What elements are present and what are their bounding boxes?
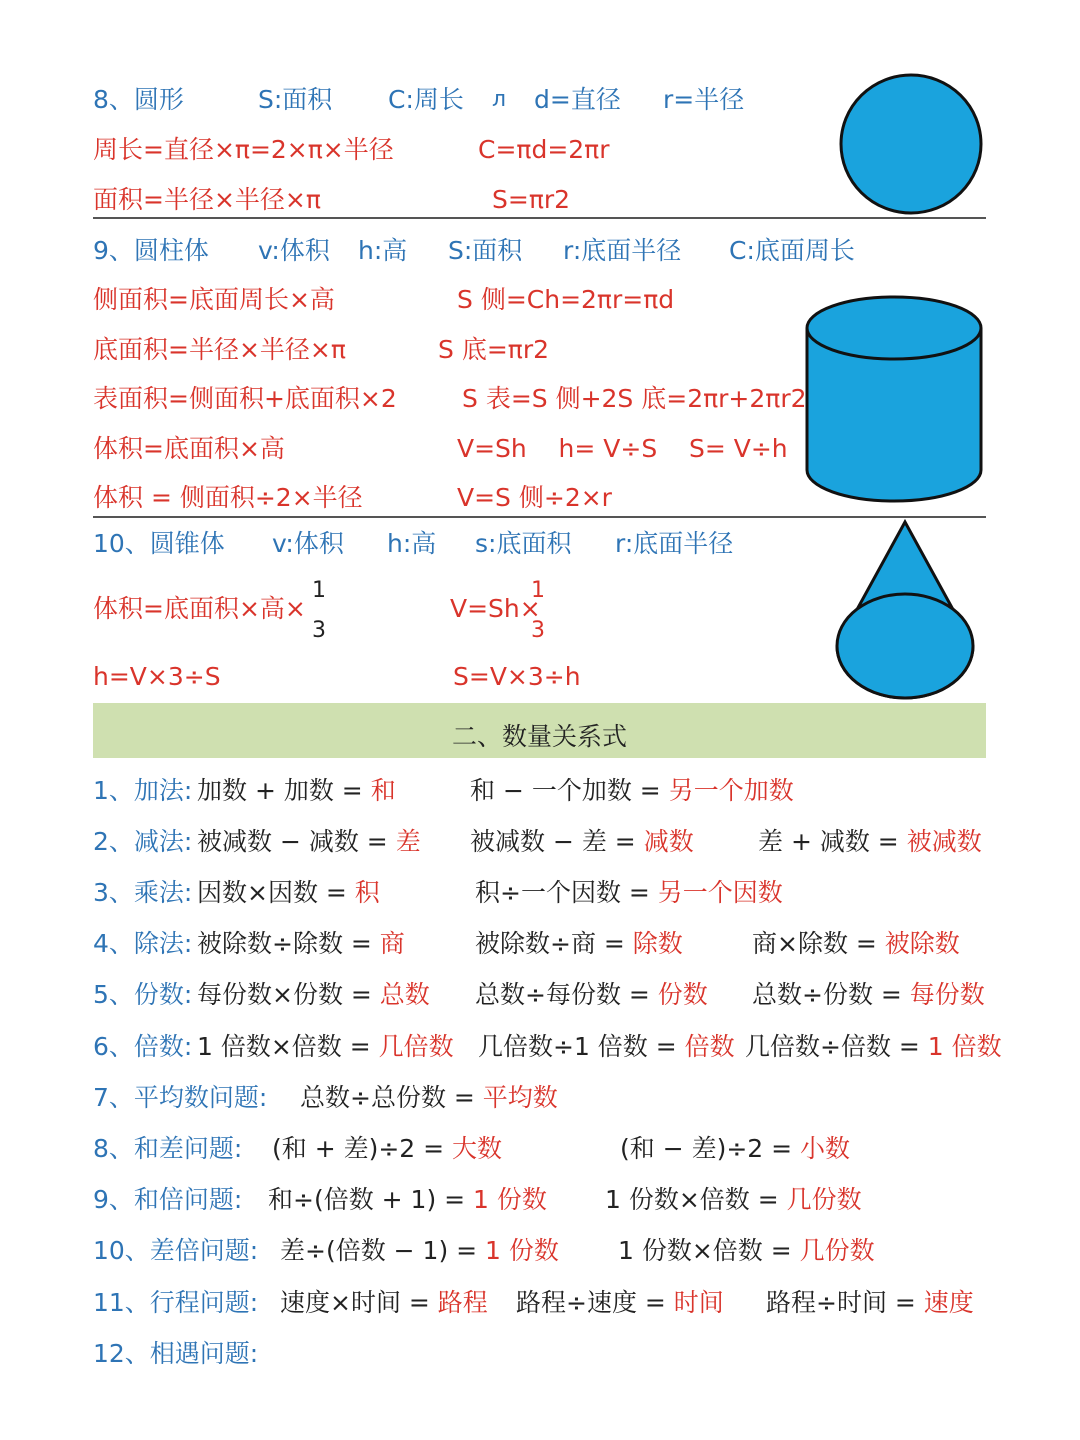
relation-formula	[620, 1136, 850, 1161]
cone-volume-word: 体积=底面积×高×	[93, 594, 306, 623]
formula-expression: 被除数÷除数 =	[197, 929, 380, 958]
formula-result: 除数	[632, 929, 683, 958]
formula-result: 另一个因数	[657, 878, 783, 907]
relation-label: 10、差倍问题:	[93, 1236, 259, 1265]
formula-expression: 几倍数÷1 倍数 =	[478, 1032, 685, 1061]
relation-label: 2、减法:	[93, 827, 193, 856]
relation-formula	[516, 1290, 724, 1315]
relation-formula	[280, 1290, 488, 1315]
formula-expression: 和÷(倍数 + 1) =	[268, 1185, 474, 1214]
formula-expression: 路程÷时间 =	[766, 1288, 924, 1317]
formula-expression: 积÷一个因数 =	[475, 878, 658, 907]
relation-formula	[280, 1238, 559, 1263]
cylinder-row-formula: V=Sh h= V÷S S= V÷h	[457, 434, 788, 463]
cylinder-row-word: 底面积=半径×半径×π	[93, 335, 346, 364]
formula-expression: (和 + 差)÷2 =	[272, 1134, 453, 1163]
cylinder-row-formula: S 表=S 侧+2S 底=2πr+2πr2	[462, 384, 807, 413]
relation-formula	[470, 829, 694, 854]
relation-formula	[766, 1290, 974, 1315]
formula-result: 时间	[673, 1288, 724, 1317]
circle-def-radius: r=半径	[663, 85, 745, 114]
formula-result: 速度	[923, 1288, 974, 1317]
cylinder-illustration	[798, 290, 990, 512]
cylinder-def-perimeter: C:底面周长	[729, 236, 855, 265]
relation-label: 9、和倍问题:	[93, 1185, 243, 1214]
formula-result: 路程	[437, 1288, 488, 1317]
formula-expression: 每份数×份数 =	[197, 980, 380, 1009]
relation-label: 7、平均数问题:	[93, 1083, 268, 1112]
formula-expression: 被减数 − 减数 =	[197, 827, 396, 856]
cylinder-row-word: 侧面积=底面周长×高	[93, 285, 335, 314]
relation-formula	[478, 1034, 735, 1059]
formula-expression: 因数×因数 =	[197, 878, 355, 907]
relation-label: 1、加法:	[93, 776, 193, 805]
formula-expression: 被除数÷商 =	[475, 929, 633, 958]
formula-result: 几倍数	[378, 1032, 454, 1061]
formula-result: 和	[370, 776, 396, 805]
relation-formula	[197, 1034, 454, 1059]
relation-label: 5、份数:	[93, 980, 193, 1009]
relation-label: 11、行程问题:	[93, 1288, 259, 1317]
cone-base-formula: S=V×3÷h	[453, 662, 581, 691]
cone-heading: 10、圆锥体	[93, 529, 225, 558]
formula-result: 大数	[452, 1134, 503, 1163]
formula-result: 几份数	[786, 1185, 862, 1214]
formula-expression: 总数÷每份数 =	[475, 980, 658, 1009]
formula-expression: 被减数 − 差 =	[470, 827, 644, 856]
formula-result: 1 份数	[473, 1185, 547, 1214]
cylinder-def-radius: r:底面半径	[563, 236, 682, 265]
section-header	[93, 703, 986, 758]
relation-formula	[605, 1187, 862, 1212]
formula-expression: 1 份数×倍数 =	[618, 1236, 800, 1265]
cylinder-heading: 9、圆柱体	[93, 236, 209, 265]
formula-result: 1 份数	[485, 1236, 559, 1265]
relation-formula	[272, 1136, 502, 1161]
cone-illustration	[828, 518, 984, 706]
cylinder-row-word: 表面积=侧面积+底面积×2	[93, 384, 397, 413]
circle-def-perimeter: C:周长	[388, 85, 464, 114]
cylinder-def-volume: v:体积	[258, 236, 330, 265]
relation-formula	[745, 1034, 1002, 1059]
relation-formula	[475, 931, 683, 956]
cylinder-row-word: 体积 = 侧面积÷2×半径	[93, 483, 363, 512]
circle-area-word: 面积=半径×半径×π	[93, 185, 321, 214]
relation-formula	[470, 778, 794, 803]
circle-def-pi: л	[492, 87, 507, 112]
formula-result: 倍数	[684, 1032, 735, 1061]
circle-def-diameter: d=直径	[534, 85, 621, 114]
relation-formula	[197, 931, 405, 956]
relation-formula	[197, 829, 421, 854]
formula-result: 平均数	[482, 1083, 558, 1112]
relation-formula	[752, 931, 960, 956]
section-title: 二、数量关系式	[451, 722, 627, 751]
relation-formula	[197, 982, 430, 1007]
formula-expression: 差÷(倍数 − 1) =	[280, 1236, 486, 1265]
cone-def-height: h:高	[387, 529, 437, 558]
cylinder-def-height: h:高	[358, 236, 408, 265]
circle-illustration	[830, 68, 990, 218]
circle-def-area: S:面积	[258, 85, 333, 114]
cone-def-base-area: s:底面积	[475, 529, 572, 558]
relation-formula	[752, 982, 985, 1007]
formula-result: 总数	[379, 980, 430, 1009]
cone-def-volume: v:体积	[272, 529, 344, 558]
relation-label: 6、倍数:	[93, 1032, 193, 1061]
relation-formula	[475, 880, 783, 905]
cylinder-row-word: 体积=底面积×高	[93, 434, 285, 463]
formula-result: 另一个加数	[668, 776, 794, 805]
relation-formula	[475, 982, 708, 1007]
formula-expression: 差 + 减数 =	[758, 827, 907, 856]
relation-formula	[197, 880, 380, 905]
formula-result: 被减数	[906, 827, 982, 856]
circle-heading: 8、圆形	[93, 85, 184, 114]
relation-label: 12、相遇问题:	[93, 1339, 259, 1368]
fraction-denominator: 3	[312, 618, 326, 643]
relation-formula	[197, 778, 396, 803]
formula-expression: 1 份数×倍数 =	[605, 1185, 787, 1214]
formula-expression: 商×除数 =	[752, 929, 885, 958]
relation-formula	[268, 1187, 547, 1212]
circle-perimeter-word: 周长=直径×π=2×π×半径	[93, 135, 394, 164]
formula-result: 差	[395, 827, 421, 856]
formula-expression: 总数÷总份数 =	[300, 1083, 483, 1112]
cone-height-formula: h=V×3÷S	[93, 662, 221, 691]
formula-result: 积	[354, 878, 380, 907]
formula-expression: 总数÷份数 =	[752, 980, 910, 1009]
relation-formula	[618, 1238, 875, 1263]
formula-expression: 路程÷速度 =	[516, 1288, 674, 1317]
formula-expression: 加数 + 加数 =	[197, 776, 371, 805]
formula-expression: (和 − 差)÷2 =	[620, 1134, 801, 1163]
divider	[93, 217, 986, 219]
cylinder-row-formula: S 侧=Ch=2πr=πd	[457, 285, 675, 314]
formula-expression: 几倍数÷倍数 =	[745, 1032, 928, 1061]
formula-result: 被除数	[884, 929, 960, 958]
fraction-numerator: 1	[531, 578, 545, 603]
formula-expression: 1 倍数×倍数 =	[197, 1032, 379, 1061]
relation-label: 3、乘法:	[93, 878, 193, 907]
formula-result: 商	[379, 929, 405, 958]
cylinder-def-area: S:面积	[448, 236, 523, 265]
relation-label: 8、和差问题:	[93, 1134, 243, 1163]
formula-result: 几份数	[799, 1236, 875, 1265]
circle-perimeter-formula: C=πd=2πr	[478, 135, 610, 164]
formula-result: 减数	[643, 827, 694, 856]
formula-result: 1 倍数	[927, 1032, 1002, 1061]
relation-formula	[300, 1085, 558, 1110]
cylinder-row-formula: V=S 侧÷2×r	[457, 483, 612, 512]
formula-result: 每份数	[909, 980, 985, 1009]
fraction-numerator: 1	[312, 578, 326, 603]
formula-expression: 速度×时间 =	[280, 1288, 438, 1317]
cone-volume-formula: V=Sh×	[450, 594, 541, 623]
formula-expression: 和 − 一个加数 =	[470, 776, 669, 805]
relation-formula	[758, 829, 982, 854]
circle-area-formula: S=πr2	[492, 185, 571, 214]
cylinder-row-formula: S 底=πr2	[438, 335, 549, 364]
relation-label: 4、除法:	[93, 929, 193, 958]
formula-result: 份数	[657, 980, 708, 1009]
formula-result: 小数	[800, 1134, 851, 1163]
cone-def-radius: r:底面半径	[615, 529, 734, 558]
fraction-denominator: 3	[531, 618, 545, 643]
